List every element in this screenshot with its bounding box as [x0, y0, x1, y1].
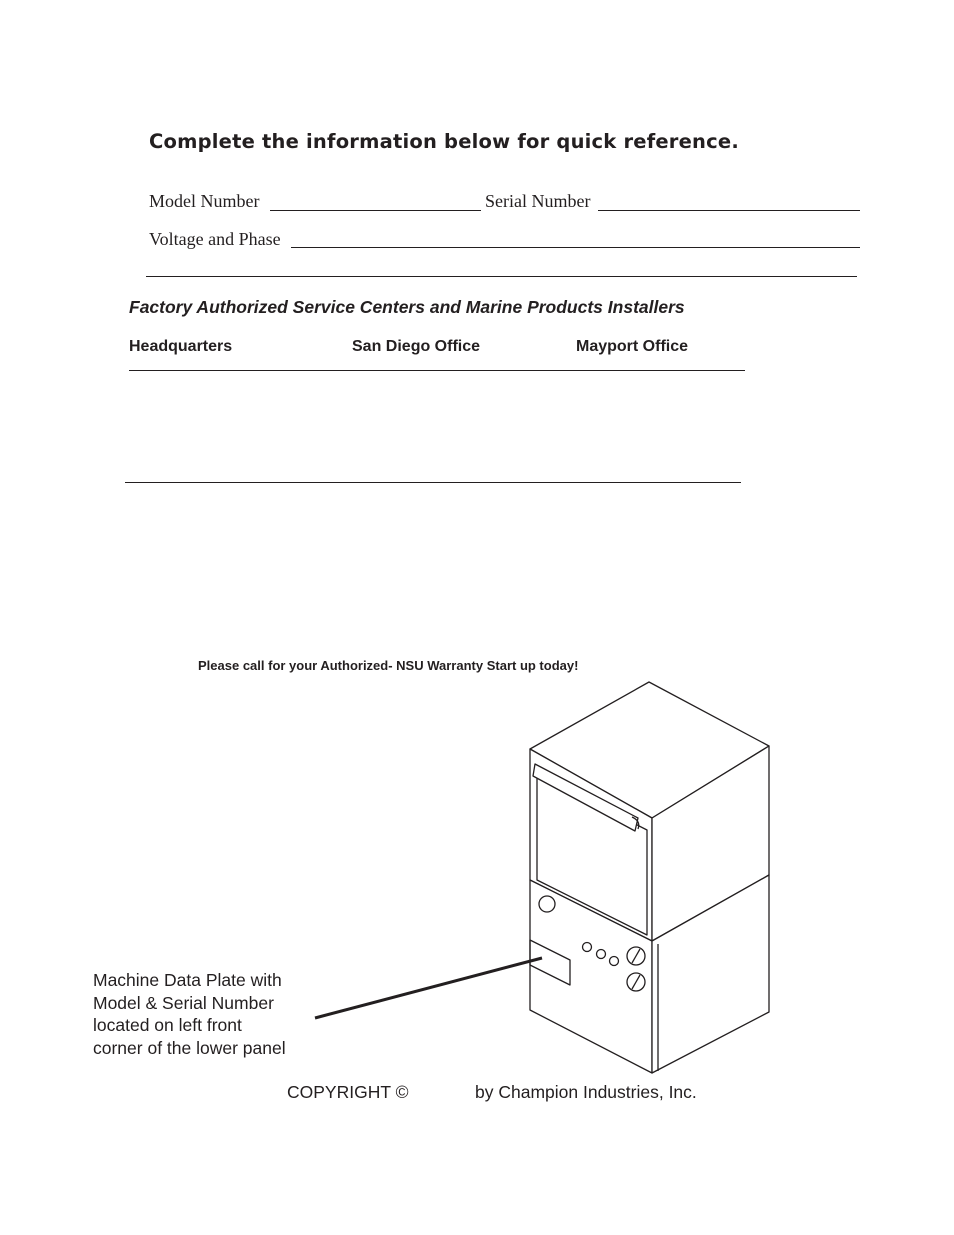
warranty-promo-text: Please call for your Authorized- NSU Warranty Start up today! — [198, 658, 579, 673]
voltage-phase-label: Voltage and Phase — [149, 229, 281, 249]
callout-line: corner of the lower panel — [93, 1037, 286, 1058]
column-san-diego-office: San Diego Office — [352, 338, 481, 355]
serial-number-label: Serial Number — [485, 191, 591, 211]
data-plate-callout — [93, 969, 286, 1059]
copyright-label: COPYRIGHT © — [287, 1082, 409, 1102]
page-heading: Complete the information below for quick reference. — [149, 130, 739, 153]
indicator-light-icon — [610, 957, 619, 966]
power-button-icon — [539, 896, 555, 912]
callout-line: Model & Serial Number — [93, 992, 274, 1013]
service-centers-title: Factory Authorized Service Centers and Marine Products Installers — [129, 297, 685, 317]
column-mayport-office: Mayport Office — [576, 338, 689, 355]
indicator-light-icon — [583, 943, 592, 952]
callout-line: located on left front — [93, 1015, 242, 1035]
indicator-light-icon — [597, 950, 606, 959]
callout-pointer-line — [315, 958, 542, 1018]
callout-line: Machine Data Plate with — [93, 970, 282, 990]
model-number-label: Model Number — [149, 191, 260, 211]
column-headquarters: Headquarters — [129, 338, 233, 355]
copyright-owner: by Champion Industries, Inc. — [475, 1082, 697, 1102]
